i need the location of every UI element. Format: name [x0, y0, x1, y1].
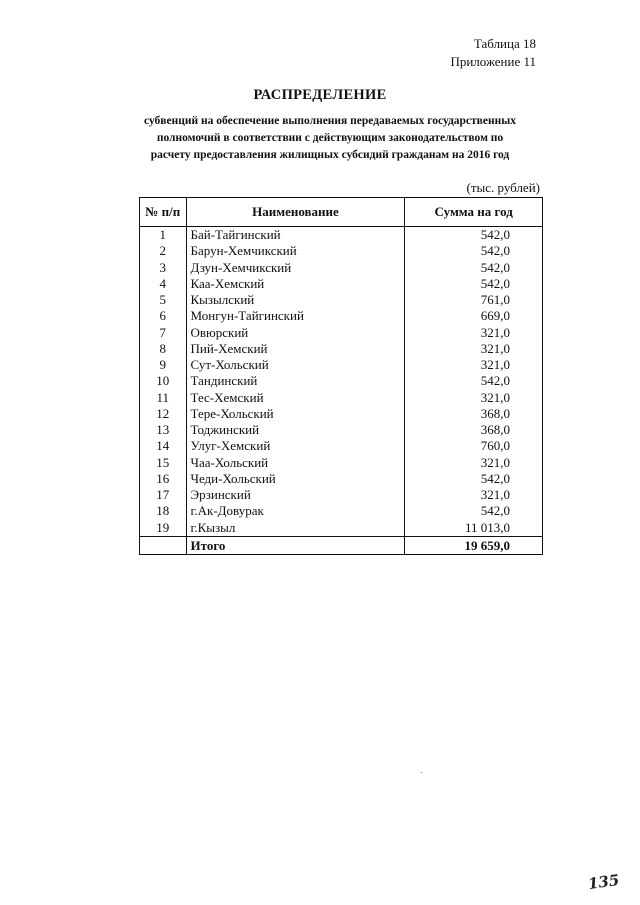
table-row [140, 292, 543, 308]
row-number-cell: 7 [140, 325, 187, 341]
handwritten-page-number: 135 [586, 870, 621, 894]
row-sum-cell: 542,0 [405, 243, 543, 259]
row-name-cell: Чеди-Хольский [186, 471, 405, 487]
total-sum-cell: 19 659,0 [405, 536, 543, 554]
row-name-cell: Улуг-Хемский [186, 438, 405, 454]
row-name-cell: Барун-Хемчикский [186, 243, 405, 259]
speck [421, 772, 422, 773]
table-row [140, 487, 543, 503]
row-name-cell: Тере-Хольский [186, 406, 405, 422]
row-name-cell: Тес-Хемский [186, 390, 405, 406]
total-label-cell: Итого [186, 536, 405, 554]
table-row [140, 260, 543, 276]
table-row [140, 325, 543, 341]
table-body [140, 227, 543, 537]
table-row [140, 243, 543, 259]
row-number-cell: 12 [140, 406, 187, 422]
row-number-cell: 18 [140, 503, 187, 519]
table-row [140, 227, 543, 244]
row-name-cell: г.Ак-Довурак [186, 503, 405, 519]
row-sum-cell: 761,0 [405, 292, 543, 308]
row-sum-cell: 321,0 [405, 390, 543, 406]
row-name-cell: Кызылский [186, 292, 405, 308]
table-row [140, 471, 543, 487]
row-sum-cell: 542,0 [405, 373, 543, 389]
row-sum-cell: 321,0 [405, 487, 543, 503]
row-sum-cell: 669,0 [405, 308, 543, 324]
row-name-cell: Бай-Тайгинский [186, 227, 405, 244]
row-name-cell: Сут-Хольский [186, 357, 405, 373]
subtitle-line: расчету предоставления жилищных субсидий гражданам на 2016 год [150, 149, 510, 161]
row-number-cell: 14 [140, 438, 187, 454]
document-subtitle [110, 113, 550, 164]
column-header-sum: Сумма на год [405, 198, 543, 227]
total-no-cell [140, 536, 187, 554]
row-name-cell: Тандинский [186, 373, 405, 389]
row-sum-cell: 321,0 [405, 357, 543, 373]
table-number: Таблица 18 [473, 36, 536, 51]
row-number-cell: 16 [140, 471, 187, 487]
row-number-cell: 2 [140, 243, 187, 259]
row-sum-cell: 11 013,0 [405, 520, 543, 537]
document-title: РАСПРЕДЕЛЕНИЕ [253, 87, 387, 103]
row-sum-cell: 321,0 [405, 325, 543, 341]
row-name-cell: Дзун-Хемчикский [186, 260, 405, 276]
row-sum-cell: 321,0 [405, 341, 543, 357]
row-sum-cell: 321,0 [405, 455, 543, 471]
table-row [140, 438, 543, 454]
table-row [140, 357, 543, 373]
row-sum-cell: 542,0 [405, 276, 543, 292]
table-row [140, 276, 543, 292]
table-header-row [140, 198, 543, 227]
table-row [140, 308, 543, 324]
row-number-cell: 9 [140, 357, 187, 373]
row-number-cell: 11 [140, 390, 187, 406]
row-sum-cell: 542,0 [405, 471, 543, 487]
row-name-cell: г.Кызыл [186, 520, 405, 537]
distribution-table [139, 197, 543, 555]
table-row [140, 455, 543, 471]
table-row [140, 406, 543, 422]
row-number-cell: 3 [140, 260, 187, 276]
row-name-cell: Эрзинский [186, 487, 405, 503]
units-label: (тыс. рублей) [466, 180, 540, 195]
column-header-no: № п/п [140, 198, 187, 227]
table-row [140, 341, 543, 357]
column-header-name: Наименование [186, 198, 405, 227]
row-sum-cell: 368,0 [405, 422, 543, 438]
row-name-cell: Монгун-Тайгинский [186, 308, 405, 324]
table-row [140, 520, 543, 537]
table-row [140, 390, 543, 406]
row-number-cell: 1 [140, 227, 187, 244]
table-total-row [140, 536, 543, 554]
subtitle-line: полномочий в соответствии с действующим законодательством по [156, 132, 504, 144]
row-number-cell: 8 [140, 341, 187, 357]
row-name-cell: Пий-Хемский [186, 341, 405, 357]
row-sum-cell: 760,0 [405, 438, 543, 454]
row-number-cell: 17 [140, 487, 187, 503]
row-sum-cell: 542,0 [405, 503, 543, 519]
table-row [140, 503, 543, 519]
row-name-cell: Каа-Хемский [186, 276, 405, 292]
row-name-cell: Чаа-Хольский [186, 455, 405, 471]
row-number-cell: 6 [140, 308, 187, 324]
row-number-cell: 10 [140, 373, 187, 389]
row-name-cell: Овюрский [186, 325, 405, 341]
row-sum-cell: 542,0 [405, 260, 543, 276]
appendix-number: Приложение 11 [450, 54, 536, 69]
row-number-cell: 4 [140, 276, 187, 292]
row-number-cell: 19 [140, 520, 187, 537]
row-number-cell: 5 [140, 292, 187, 308]
table-row [140, 373, 543, 389]
row-number-cell: 15 [140, 455, 187, 471]
row-name-cell: Тоджинский [186, 422, 405, 438]
row-sum-cell: 368,0 [405, 406, 543, 422]
row-sum-cell: 542,0 [405, 227, 543, 244]
row-number-cell: 13 [140, 422, 187, 438]
table-row [140, 422, 543, 438]
subtitle-line: субвенций на обеспечение выполнения передаваемых государственных [144, 115, 516, 127]
